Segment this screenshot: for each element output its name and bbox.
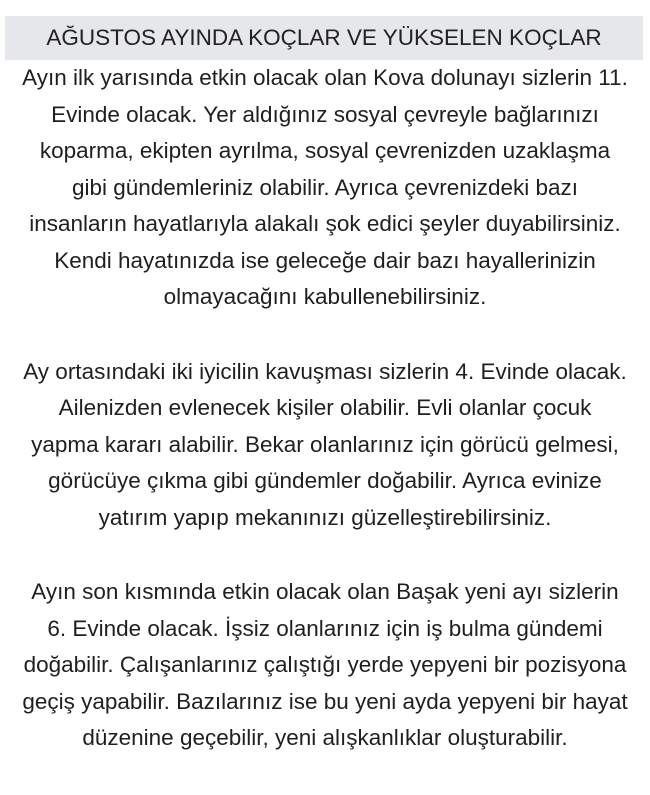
- page-title: AĞUSTOS AYINDA KOÇLAR VE YÜKSELEN KOÇLAR: [46, 25, 602, 50]
- text-line: koparma, ekipten ayrılma, sosyal çevrenizden uzaklaşma: [39, 138, 611, 163]
- text-line: gibi gündemleriniz olabilir. Ayrıca çevrenizdeki bazı: [71, 174, 579, 200]
- text-line: Ayın ilk yarısında etkin olacak olan Kova dolunayı sizlerin 11.: [22, 65, 628, 90]
- text-line: Ay ortasındaki iki iyicilin kavuşması sizlerin 4. Evinde olacak.: [23, 358, 627, 384]
- text-line: olmayacağını kabullenebilirsiniz.: [163, 284, 487, 309]
- article-body: [0, 60, 650, 757]
- text-line: geçiş yapabilir. Bazılarınız ise bu yeni ayda yepyeni bir hayat: [22, 688, 628, 714]
- paragraph-spacer: [0, 536, 650, 574]
- text-line: insanların hayatlarıyla alakalı şok edici şeyler duyabilirsiniz.: [29, 211, 621, 236]
- text-line: Ayın son kısmında etkin olacak olan Başak yeni ayı sizlerin: [31, 579, 619, 604]
- text-line: düzenine geçebilir, yeni alışkanlıklar oluşturabilir.: [82, 725, 568, 750]
- text-line: yatırım yapıp mekanınızı güzelleştirebilirsiniz.: [98, 504, 552, 530]
- text-line: Evinde olacak. Yer aldığınız sosyal çevreyle bağlarınızı: [51, 101, 599, 127]
- text-line: 6. Evinde olacak. İşsiz olanlarınız için iş bulma gündemi: [47, 615, 603, 641]
- paragraph-kova-dolunayi: [0, 60, 650, 316]
- text-line: Ailenizden evlenecek kişiler olabilir. Evli olanlar çocuk: [58, 395, 592, 420]
- text-line: Kendi hayatınızda ise geleceğe dair bazı hayallerinizin: [54, 247, 596, 273]
- paragraph-basak-yeni-ayi: [0, 574, 650, 757]
- text-line: doğabilir. Çalışanlarınız çalıştığı yerde yepyeni bir pozisyona: [23, 652, 627, 677]
- title-banner: [5, 16, 643, 60]
- paragraph-spacer: [0, 316, 650, 354]
- paragraph-iyiciller-kavusmasi: [0, 354, 650, 537]
- text-line: yapma kararı alabilir. Bekar olanlarınız için görücü gelmesi,: [31, 431, 619, 457]
- text-line: görücüye çıkma gibi gündemler doğabilir. Ayrıca evinize: [48, 468, 602, 493]
